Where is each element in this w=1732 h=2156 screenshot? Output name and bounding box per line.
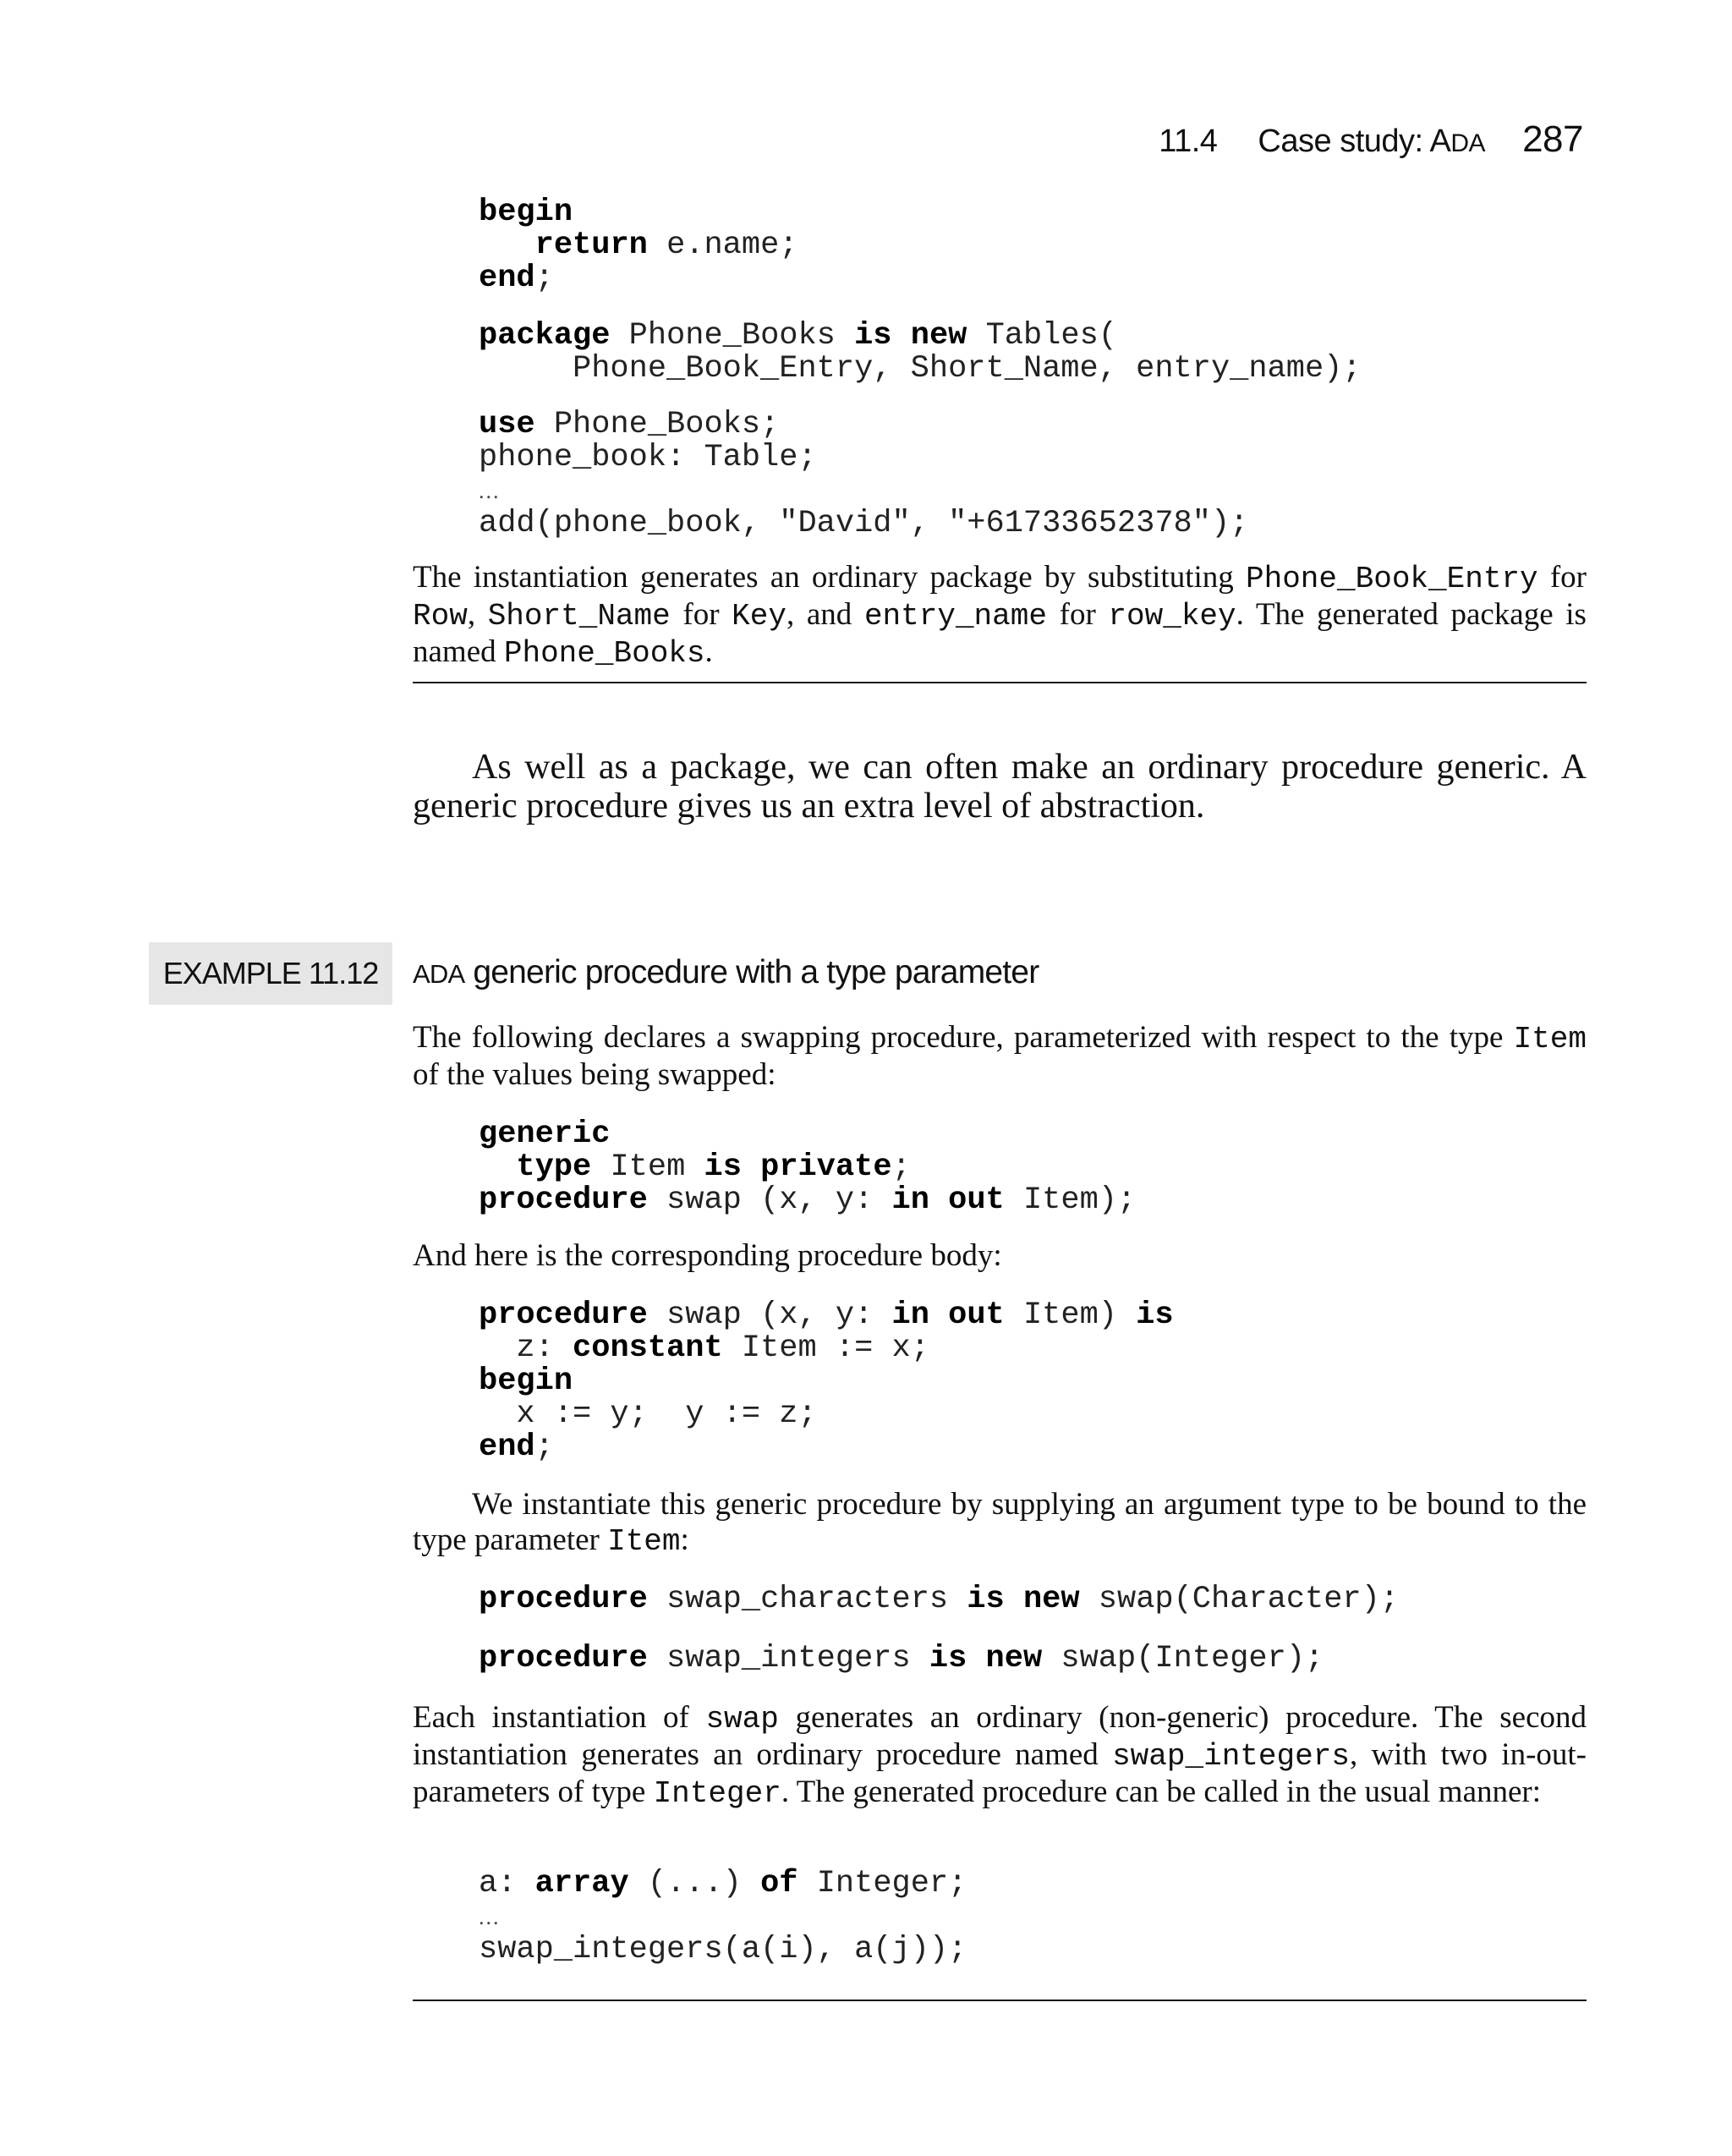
running-head <box>1159 118 1583 161</box>
example-end-rule <box>413 2000 1587 2001</box>
example-end-rule <box>413 682 1587 683</box>
paragraph-instantiation-note: The instantiation generates an ordinary package by substituting Phone_Book_Entry for Row, Short_Name for Key, and entry_name for row_key. The generated package is named Phone_Books. <box>413 560 1587 671</box>
code-block-procedure-body: procedure swap (x, y: in out Item) is z: constant Item := x; begin x := y; y := z; end; <box>479 1297 1174 1465</box>
code-block-swap-integers: procedure swap_integers is new swap(Integer); <box>479 1641 1324 1676</box>
code-block-generic-declaration: generic type Item is private; procedure swap (x, y: in out Item); <box>479 1116 1137 1218</box>
paragraph-instantiation-explanation: Each instantiation of swap generates an ordinary (non-generic) procedure. The second instantiation generates an ordinary procedure named swap_integers, with two in-out-parameters of type Integer. The generated procedure can be called in the usual manner: <box>413 1700 1587 1811</box>
example-label: EXAMPLE 11.12 <box>149 942 392 1005</box>
code-block-package-instantiation: package Phone_Books is new Tables( Phone_Book_Entry, Short_Name, entry_name); <box>479 318 1362 387</box>
example-title: ADA generic procedure with a type parameter <box>413 954 1039 990</box>
page-number: 287 <box>1522 118 1583 160</box>
paragraph-instantiate-generic: We instantiate this generic procedure by supplying an argument type to be bound to the type parameter Item: <box>413 1487 1587 1559</box>
paragraph-body-intro: And here is the corresponding procedure body: <box>413 1238 1002 1273</box>
code-block-function-body: begin return e.name; end; <box>479 195 798 296</box>
code-block-use-phone-books: use Phone_Books; phone_book: Table; ... add(phone_book, "David", "+61733652378"); <box>479 407 1249 541</box>
section-number: 11.4 <box>1159 123 1218 159</box>
paragraph-swap-declaration-intro: The following declares a swapping procedure, parameterized with respect to the type Item of the values being swapped: <box>413 1020 1587 1092</box>
code-ellipsis: ... <box>479 1905 501 1929</box>
paragraph-generic-procedure-intro: As well as a package, we can often make an ordinary procedure generic. A generic procedure gives us an extra level of abstraction. <box>413 748 1587 826</box>
section-title: Case study: ADA <box>1258 123 1486 159</box>
code-block-swap-characters: procedure swap_characters is new swap(Character); <box>479 1582 1400 1617</box>
code-ellipsis: ... <box>479 479 501 503</box>
code-block-swap-call: a: array (...) of Integer; ... swap_integers(a(i), a(j)); <box>479 1866 967 1967</box>
